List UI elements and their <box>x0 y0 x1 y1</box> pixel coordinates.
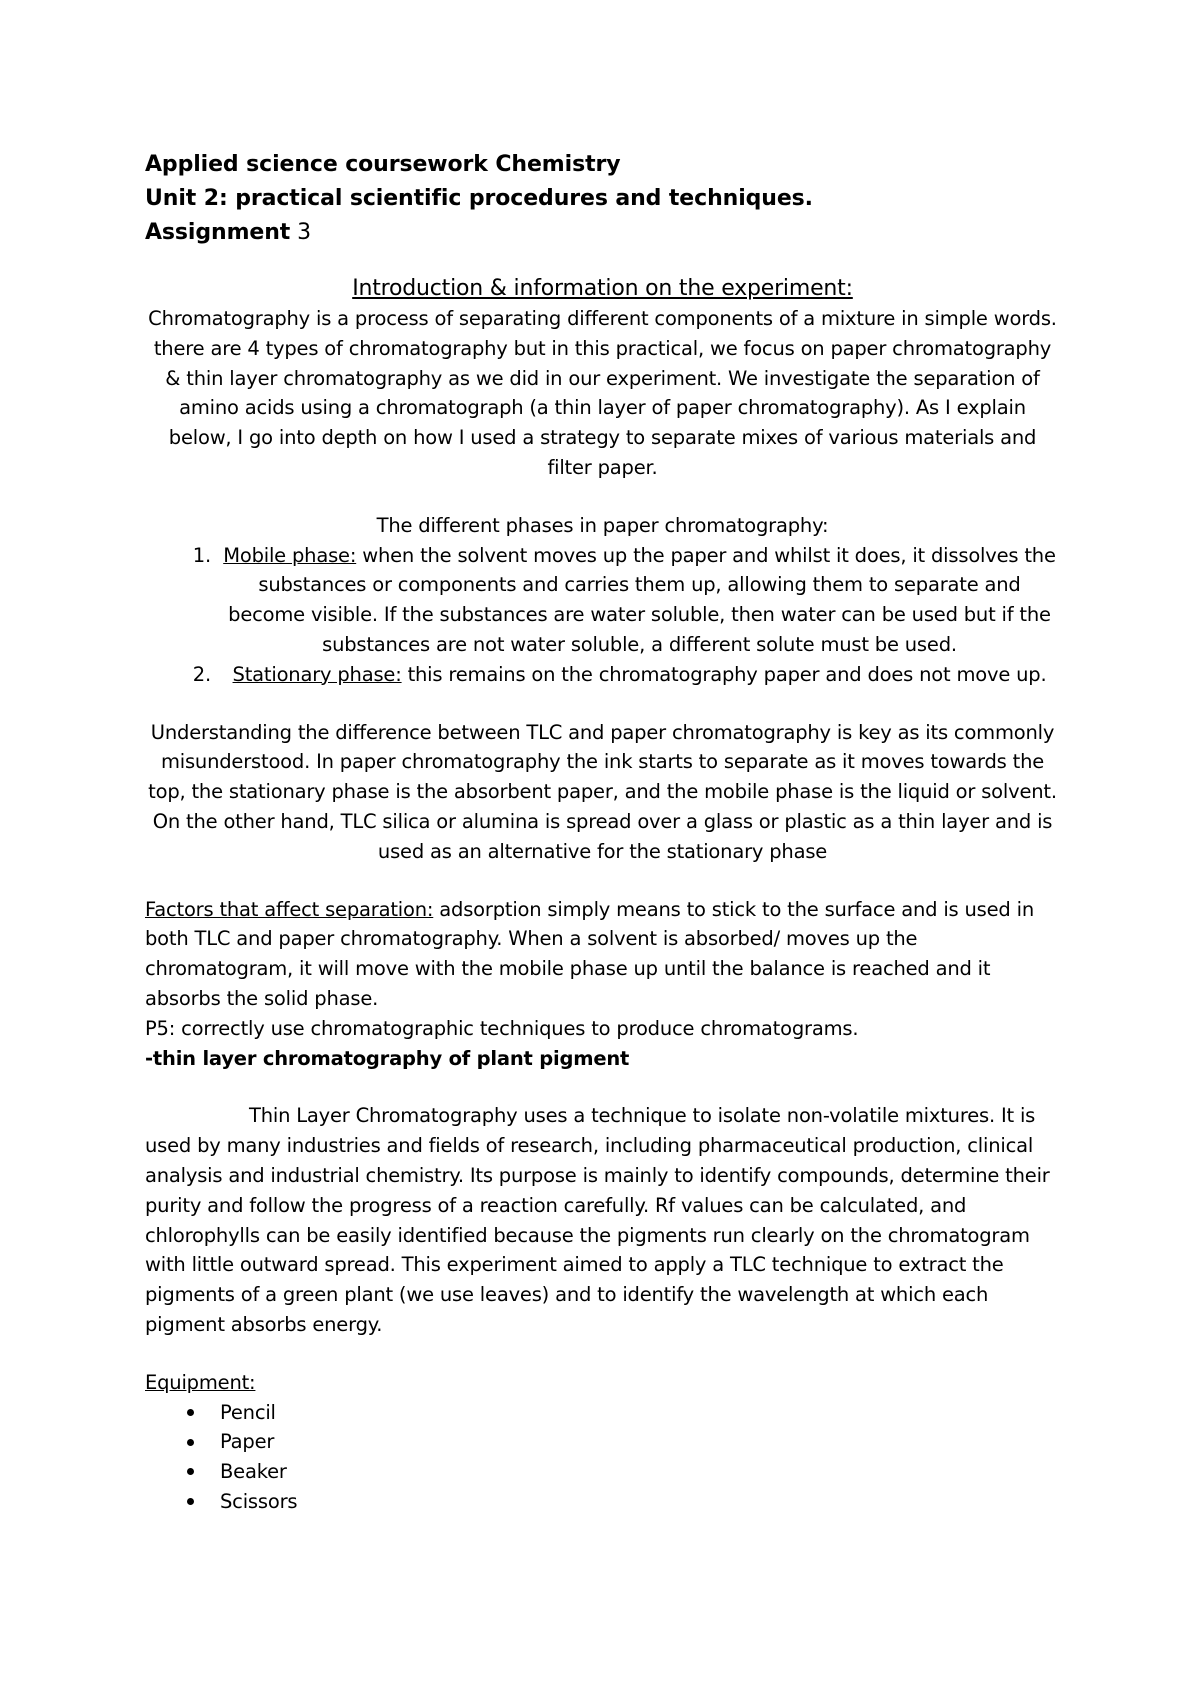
phases-heading: The different phases in paper chromatography: <box>376 513 829 537</box>
unit-title: Unit 2: practical scientific procedures and techniques. <box>145 186 813 211</box>
tlc-paragraph: Thin Layer Chromatography uses a technique to isolate non-volatile mixtures. It is used by many industries and fields of research, including pharmaceutical production, clinical analysis and industrial chemistry. Its purpose is mainly to identify compounds, determine their purity and follow the progress of a reaction carefully. Rf values can be calculated, and chlorophylls can be easily identified because the pigments run clearly on the chromatogram with little outward spread. This experiment aimed to apply a TLC technique to extract the pigments of a green plant (we use leaves) and to identify the wavelength at which each pigment absorbs energy. <box>145 1104 1050 1336</box>
document-body <box>145 148 1060 1517</box>
factors-text: adsorption simply means to stick to the surface and is used in both TLC and paper chromatography. When a solvent is absorbed/ moves up the chromatogram, it will move with the mobile phase up until the balance is reached and it absorbs the solid phase. <box>145 897 1034 1010</box>
bullet-icon <box>187 1498 194 1505</box>
bullet-icon <box>187 1439 194 1446</box>
factors-paragraph <box>145 895 1060 1014</box>
factors-term: Factors that affect separation: <box>145 897 434 921</box>
phase-term: Mobile phase: <box>223 543 357 567</box>
phases-list <box>145 541 1060 690</box>
phase-item-stationary <box>145 660 1060 690</box>
difference-paragraph: Understanding the difference between TLC and paper chromatography is key as its commonly misunderstood. In paper chromatography the ink starts to separate as it moves towards the top, the stationary phase is the absorbent paper, and the mobile phase is the liquid or solvent. On the other hand, TLC silica or alumina is spread over a glass or plastic as a thin layer and is used as an alternative for the stationary phase <box>148 720 1057 863</box>
intro-paragraph: Chromatography is a process of separating different components of a mixture in simple words. there are 4 types of chromatography but in this practical, we focus on paper chromatography & thin layer chromatography as we did in our experiment. We investigate the separation of amino acids using a chromatograph (a thin layer of paper chromatography). As I explain below, I go into depth on how I used a strategy to separate mixes of various materials and filter paper. <box>148 307 1057 479</box>
list-item <box>145 1487 1060 1517</box>
equipment-item: Pencil <box>220 1400 276 1424</box>
bullet-icon <box>187 1409 194 1416</box>
assignment-number: 3 <box>290 220 311 245</box>
phase-text <box>219 541 1060 660</box>
equipment-item: Paper <box>220 1430 275 1454</box>
list-item <box>145 1427 1060 1457</box>
equipment-list <box>145 1398 1060 1517</box>
course-title: Applied science coursework Chemistry <box>145 152 621 177</box>
bullet-icon <box>187 1468 194 1475</box>
phase-item-mobile <box>145 541 1060 660</box>
assignment-title <box>145 216 1060 250</box>
tlc-subheading: -thin layer chromatography of plant pigment <box>145 1046 630 1070</box>
phase-text <box>219 660 1060 690</box>
list-item <box>145 1398 1060 1428</box>
list-item <box>145 1457 1060 1487</box>
equipment-item: Beaker <box>220 1460 287 1484</box>
phase-term: Stationary phase: <box>232 662 402 686</box>
intro-title: Introduction & information on the experiment: <box>352 276 853 301</box>
list-number: 1. <box>192 543 211 567</box>
p5-criterion: P5: correctly use chromatographic techniques to produce chromatograms. <box>145 1016 859 1040</box>
assignment-label: Assignment <box>145 220 291 245</box>
equipment-item: Scissors <box>220 1489 298 1513</box>
list-number: 2. <box>192 662 211 686</box>
phase-description: this remains on the chromatography paper and does not move up. <box>401 662 1047 686</box>
equipment-heading: Equipment: <box>145 1370 256 1394</box>
phase-description: when the solvent moves up the paper and whilst it does, it dissolves the substances or components and carries them up, allowing them to separate and become visible. If the substances are water soluble, then water can be used but if the substances are not water soluble, a different solute must be used. <box>228 543 1056 656</box>
